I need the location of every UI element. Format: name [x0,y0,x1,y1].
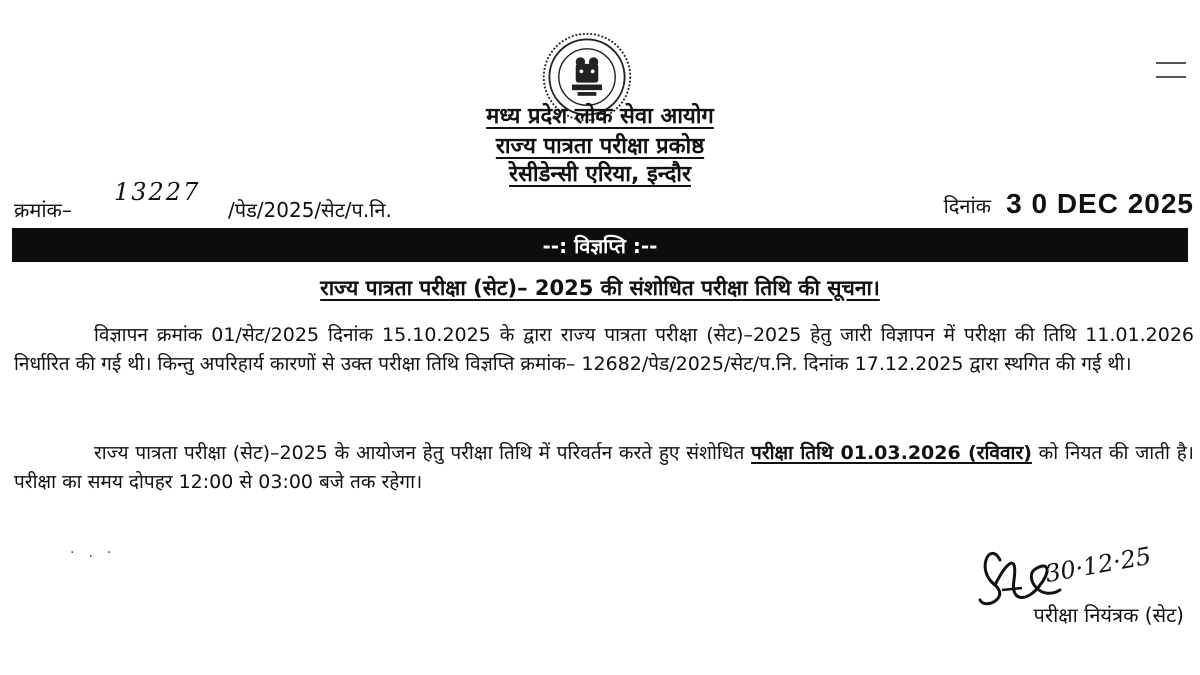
signatory-designation: परीक्षा नियंत्रक (सेट) [1033,603,1184,627]
signature-date-handwritten: 30·12·25 [1043,541,1154,588]
scan-dots: ·.· [70,545,126,561]
date-stamp: 3 0 DEC 2025 [1006,188,1194,219]
paragraph-one: विज्ञापन क्रमांक 01/सेट/2025 दिनांक 15.10.2025 के द्वारा राज्य पात्रता परीक्षा (सेट)–2025 हेतु जारी विज्ञापन में परीक्षा की तिथि 11.01.2026 निर्धारित की गई थी। किन्तु अपरिहार्य कारणों से उक्त परीक्षा तिथि विज्ञप्ति क्रमांक– 12682/पेड/2025/सेट/प.नि. दिनांक 17.12.2025 द्वारा स्थगित की गई थी। [14,324,1194,375]
revised-exam-date: परीक्षा तिथि 01.03.2026 (रविवार) [751,442,1032,464]
date-label: दिनांक [943,194,992,218]
paragraph-two: राज्य पात्रता परीक्षा (सेट)–2025 के आयोजन हेतु परीक्षा तिथि में परिवर्तन करते हुए संशोधित परीक्षा तिथि 01.03.2026 (रविवार) को नियत की जाती है। परीक्षा का समय दोपहर 12:00 से 03:00 बजे तक रहेगा। [14,442,1194,493]
notice-subject: राज्य पात्रता परीक्षा (सेट)– 2025 की संशोधित परीक्षा तिथि की सूचना। [320,276,880,300]
reference-suffix: /पेड/2025/सेट/प.नि. [228,198,392,222]
cell-name: राज्य पात्रता परीक्षा प्रकोष्ठ [495,134,705,159]
corner-scan-mark [1156,50,1186,90]
notice-banner: --: विज्ञप्ति :-- [12,228,1188,262]
reference-line [14,178,392,223]
date-line [944,188,1194,220]
reference-number-handwritten: 13227 [114,178,201,206]
office-address: रेसीडेन्सी एरिया, इन्दौर [509,162,691,187]
reference-label: क्रमांक– [14,198,72,222]
commission-name: मध्य प्रदेश लोक सेवा आयोग [486,104,714,129]
